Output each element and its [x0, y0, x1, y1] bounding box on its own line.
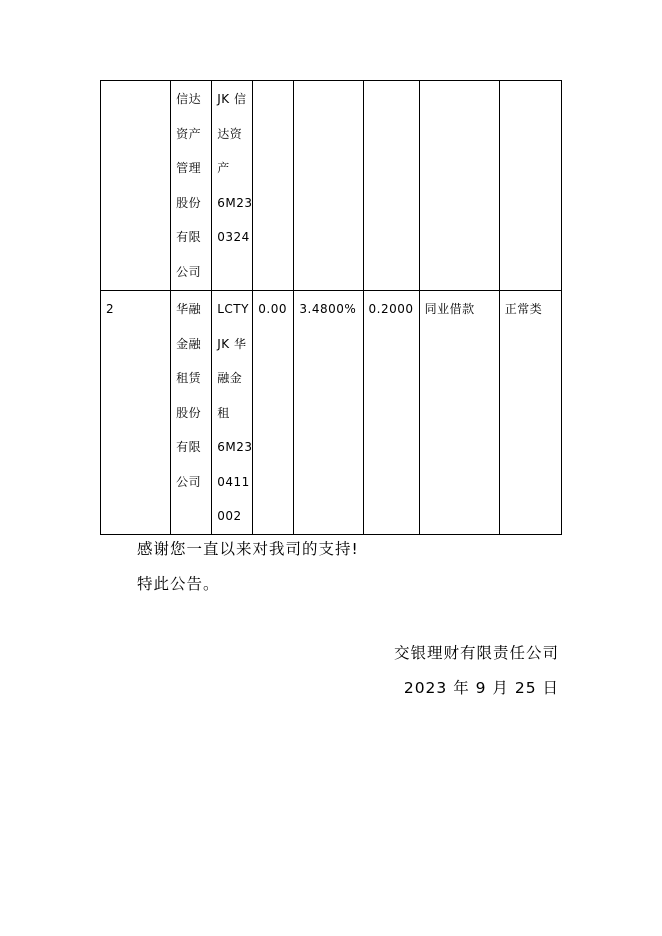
- issuer-cell: 华融 金融 租赁 股份 有限 公司: [171, 291, 212, 535]
- row-index-cell: 2: [101, 291, 171, 535]
- ratio-cell: 0.2000: [363, 291, 419, 535]
- notice-paragraph: 特此公告。: [137, 575, 220, 593]
- classification-cell: [499, 81, 561, 291]
- asset-type-cell: 同业借款: [419, 291, 499, 535]
- value-cell: 0.00: [253, 291, 294, 535]
- signature-company: 交银理财有限责任公司: [393, 644, 559, 662]
- rate-cell: 3.4800%: [294, 291, 363, 535]
- asset-type-cell: [419, 81, 499, 291]
- table-row: [101, 291, 562, 535]
- ratio-cell: [363, 81, 419, 291]
- thanks-paragraph: 感谢您一直以来对我司的支持!: [137, 540, 359, 558]
- product-holdings-table: [100, 80, 562, 535]
- classification-cell: 正常类: [499, 291, 561, 535]
- signature-date: 2023 年 9 月 25 日: [403, 679, 559, 697]
- issuer-cell: 信达 资产 管理 股份 有限 公司: [171, 81, 212, 291]
- table-row: [101, 81, 562, 291]
- asset-code-cell: JK 信 达资 产 6M23 0324: [212, 81, 253, 291]
- value-cell: [253, 81, 294, 291]
- asset-code-cell: LCTY JK 华 融金 租 6M23 0411 002: [212, 291, 253, 535]
- row-index-cell: [101, 81, 171, 291]
- rate-cell: [294, 81, 363, 291]
